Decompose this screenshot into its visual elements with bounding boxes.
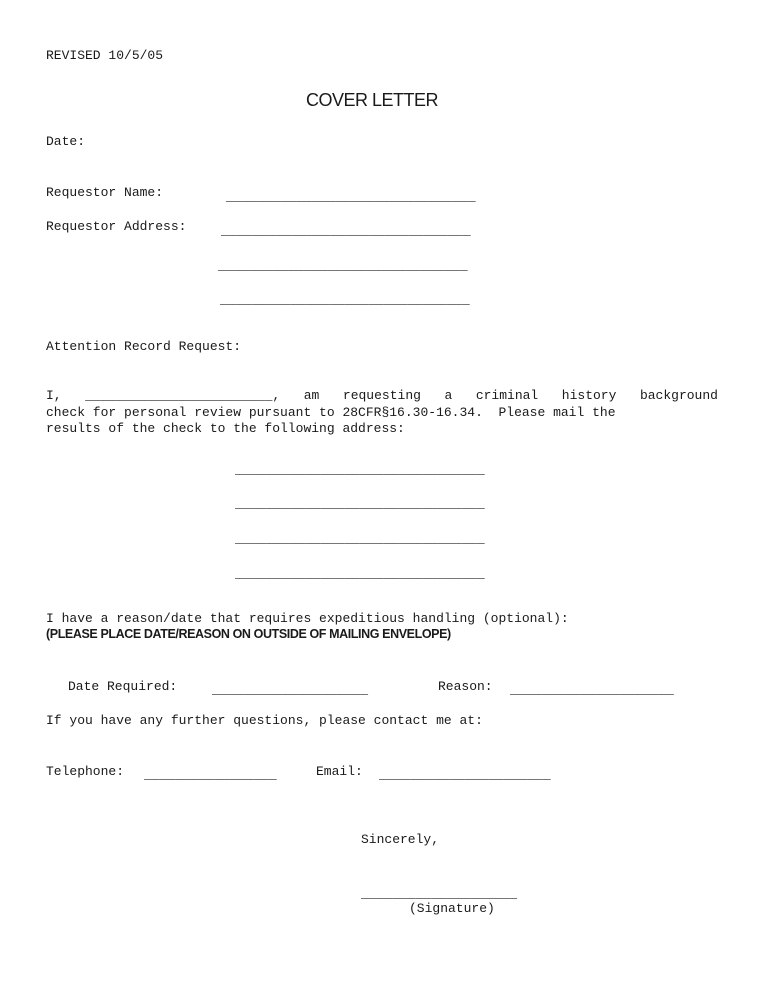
- page-title: COVER LETTER: [305, 90, 439, 110]
- requestor-address-line-2[interactable]: ________________________________: [218, 258, 468, 273]
- paragraph-word: background: [639, 388, 718, 403]
- email-label: Email:: [316, 764, 363, 779]
- paragraph-line-3: results of the check to the following address:: [46, 421, 405, 436]
- paragraph-word: I,: [46, 388, 62, 403]
- requester-name-blank[interactable]: ________________________,: [85, 388, 281, 403]
- contact-prompt: If you have any further questions, please contact me at:: [46, 713, 483, 728]
- requestor-address-line-3[interactable]: ________________________________: [220, 292, 470, 307]
- email-field[interactable]: ______________________: [379, 767, 551, 782]
- signature-field[interactable]: ____________________: [361, 886, 518, 901]
- paragraph-word: history: [561, 388, 617, 403]
- requestor-address-label: Requestor Address:: [46, 219, 187, 234]
- mailing-address-line-1[interactable]: ________________________________: [235, 462, 485, 477]
- paragraph-word: criminal: [475, 388, 539, 403]
- signature-label: (Signature): [409, 901, 495, 916]
- paragraph-word: requesting: [342, 388, 421, 403]
- telephone-label: Telephone:: [46, 764, 125, 779]
- date-label: Date:: [46, 134, 86, 149]
- date-required-field[interactable]: ____________________: [212, 682, 369, 697]
- mailing-address-line-2[interactable]: ________________________________: [235, 496, 485, 511]
- reason-field[interactable]: _____________________: [510, 682, 674, 697]
- requestor-name-label: Requestor Name:: [46, 185, 164, 200]
- attention-label: Attention Record Request:: [46, 339, 242, 354]
- paragraph-word: am: [303, 388, 320, 403]
- closing-sincerely: Sincerely,: [361, 832, 440, 847]
- date-required-label: Date Required:: [68, 679, 178, 694]
- expedite-statement: I have a reason/date that requires expeditious handling (optional):: [46, 611, 569, 626]
- reason-label: Reason:: [438, 679, 493, 694]
- requestor-name-field[interactable]: ________________________________: [226, 189, 476, 204]
- paragraph-line-2: check for personal review pursuant to 28CFR§16.30-16.34. Please mail the: [46, 404, 616, 420]
- mailing-address-line-4[interactable]: ________________________________: [235, 566, 485, 581]
- telephone-field[interactable]: _________________: [144, 767, 277, 782]
- revised-date: REVISED 10/5/05: [46, 48, 164, 63]
- envelope-note: (PLEASE PLACE DATE/REASON ON OUTSIDE OF MAILING ENVELOPE): [46, 627, 451, 641]
- mailing-address-line-3[interactable]: ________________________________: [235, 531, 485, 546]
- request-paragraph: [46, 388, 718, 438]
- requestor-address-line-1[interactable]: ________________________________: [221, 223, 471, 238]
- paragraph-line-1: [46, 388, 718, 405]
- paragraph-word: a: [444, 388, 453, 403]
